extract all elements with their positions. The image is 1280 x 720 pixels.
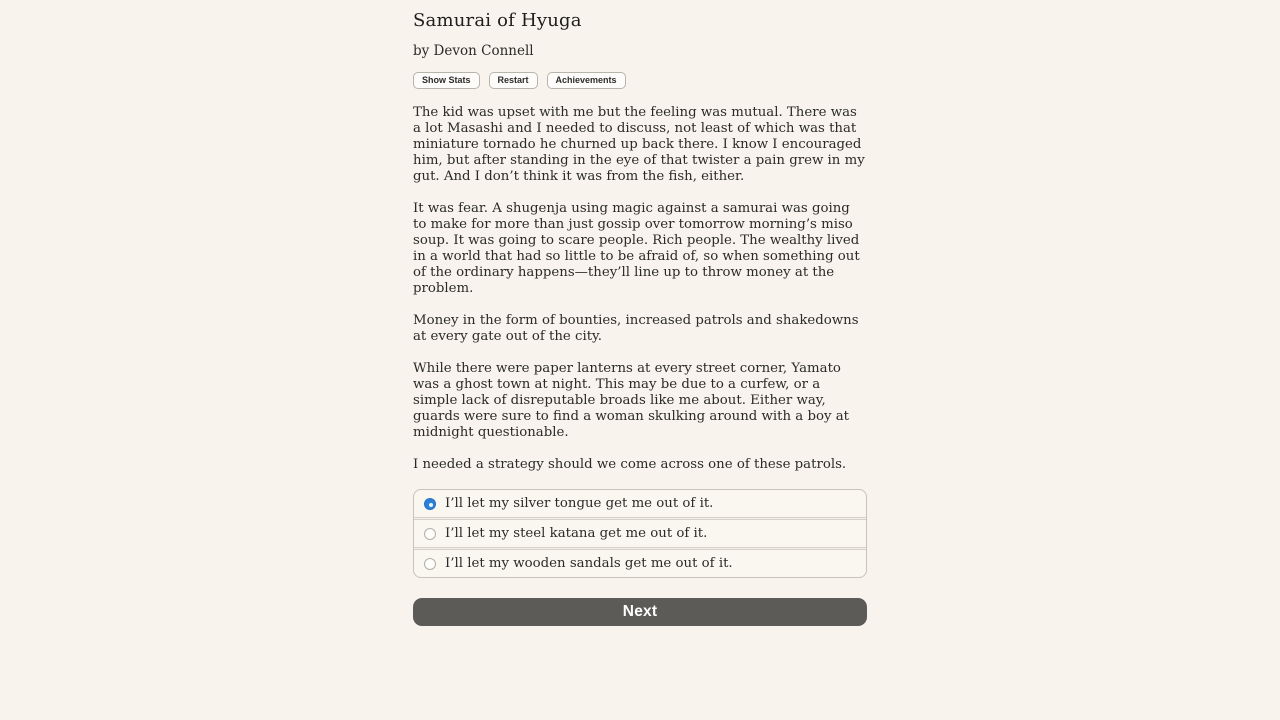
story-paragraph: The kid was upset with me but the feeling was mutual. There was a lot Masashi and I needed to discuss, not least of which was that miniature tornado he churned up back there. I know I encouraged him, but after standing in the eye of that twister a pain grew in my gut. And I don’t think it was from the fish, either. [413, 105, 865, 184]
next-button[interactable]: Next [413, 598, 867, 626]
radio-button-icon[interactable] [424, 528, 436, 540]
story-paragraph: It was fear. A shugenja using magic against a samurai was going to make for more than just gossip over tomorrow morning’s miso soup. It was going to scare people. Rich people. The wealthy lived in a world that had so little to be afraid of, so when something out of the ordinary happens—they’ll line up to throw money at the problem. [413, 201, 860, 296]
choice-option-silver-tongue[interactable] [414, 490, 866, 517]
story-paragraph: While there were paper lanterns at every street corner, Yamato was a ghost town at night. This may be due to a curfew, or a simple lack of disreputable broads like me about. Either way, guards were sure to find a woman skulking around with a boy at midnight questionable. [413, 361, 849, 440]
story-text [413, 105, 867, 473]
choice-label: I’ll let my silver tongue get me out of it. [445, 496, 714, 511]
page-title: Samurai of Hyuga [413, 10, 582, 31]
choice-option-steel-katana[interactable] [414, 520, 866, 547]
toolbar [413, 72, 867, 89]
choice-group [413, 489, 867, 578]
radio-button-icon[interactable] [424, 558, 436, 570]
choice-label: I’ll let my wooden sandals get me out of it. [445, 556, 733, 571]
achievements-button[interactable]: Achievements [547, 72, 626, 89]
restart-button[interactable]: Restart [489, 72, 538, 89]
story-paragraph: I needed a strategy should we come across one of these patrols. [413, 457, 847, 472]
story-paragraph: Money in the form of bounties, increased patrols and shakedowns at every gate out of the city. [413, 313, 859, 344]
radio-button-icon[interactable] [424, 498, 436, 510]
game-page [413, 0, 867, 626]
author-byline: by Devon Connell [413, 43, 534, 59]
choice-label: I’ll let my steel katana get me out of it. [445, 526, 708, 541]
choice-option-wooden-sandals[interactable] [414, 550, 866, 577]
show-stats-button[interactable]: Show Stats [413, 72, 480, 89]
